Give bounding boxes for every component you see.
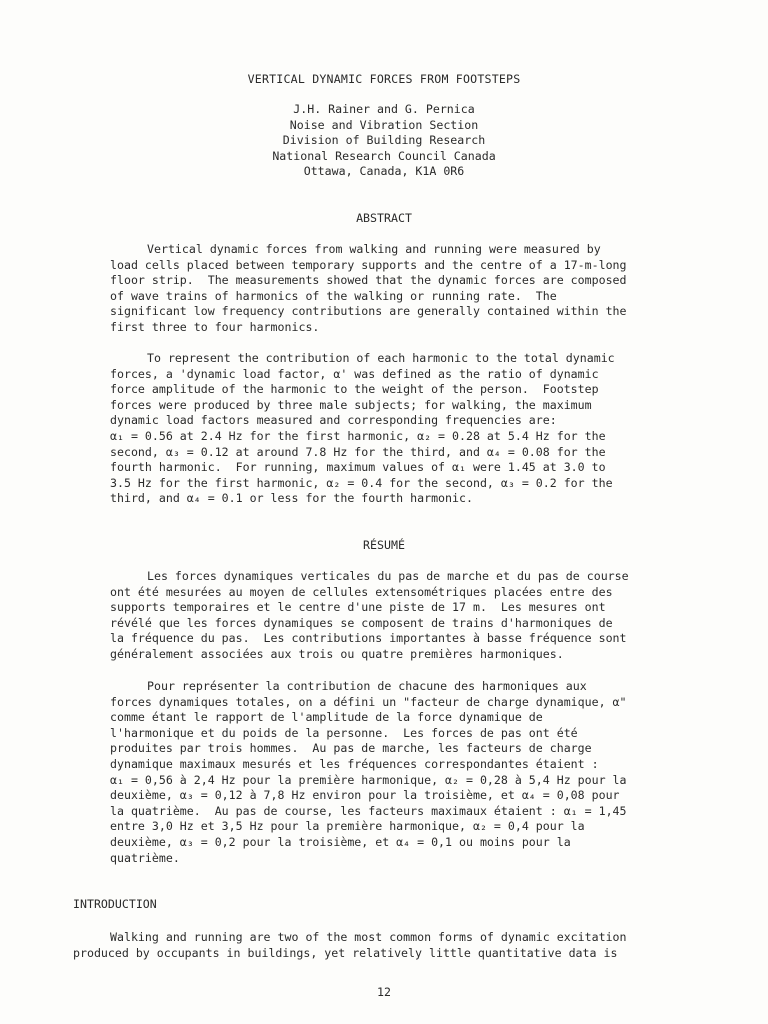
resume-heading: RÉSUMÉ — [363, 538, 405, 552]
text-line: produced by occupants in buildings, yet relatively little quantitative data is — [73, 945, 618, 960]
author-address: Ottawa, Canada, K1A 0R6 — [303, 164, 465, 179]
abstract-paragraph-1 — [110, 242, 666, 336]
text-line: la fréquence du pas. Les contributions importantes à basse fréquence sont — [110, 631, 627, 646]
text-line: entre 3,0 Hz et 3,5 Hz pour la première harmonique, α₂ = 0,4 pour la — [110, 819, 585, 834]
text-line: comme étant le rapport de l'amplitude de la force dynamique de — [110, 710, 543, 725]
text-line: Les forces dynamiques verticales du pas de marche et du pas de course — [147, 569, 629, 583]
text-line: significant low frequency contributions are generally contained within the — [110, 304, 627, 319]
text-line: deuxième, α₃ = 0,2 pour la troisième, et α₄ = 0,1 ou moins pour la — [110, 834, 571, 849]
text-line: dynamique maximaux mesurés et les fréquences correspondantes étaient : — [110, 756, 599, 771]
text-line: first three to four harmonics. — [110, 319, 320, 334]
text-line: α₁ = 0.56 at 2.4 Hz for the first harmonic, α₂ = 0.28 at 5.4 Hz for the — [110, 428, 606, 443]
text-line: révélé que les forces dynamiques se composent de trains d'harmoniques de — [110, 615, 613, 630]
text-line: load cells placed between temporary supports and the centre of a 17-m-long — [110, 257, 627, 272]
text-line: Pour représenter la contribution de chacune des harmoniques aux — [147, 679, 587, 693]
text-line: dynamic load factors measured and corresponding frequencies are: — [110, 413, 557, 428]
text-line: Walking and running are two of the most common forms of dynamic excitation — [110, 930, 627, 944]
text-line: ont été mesurées au moyen de cellules extensométriques placées entre des — [110, 584, 613, 599]
text-line: floor strip. The measurements showed that the dynamic forces are composed — [110, 273, 627, 288]
text-line: forces were produced by three male subjects; for walking, the maximum — [110, 397, 592, 412]
text-line: quatrième. — [110, 850, 180, 865]
introduction-heading: INTRODUCTION — [73, 897, 157, 911]
text-line: deuxième, α₃ = 0,12 à 7,8 Hz environ pour la troisième, et α₄ = 0,08 pour — [110, 788, 620, 803]
resume-paragraph-1 — [110, 569, 666, 663]
text-line: third, and α₄ = 0.1 or less for the fourth harmonic. — [110, 491, 473, 506]
author-names: J.H. Rainer and G. Pernica — [293, 102, 475, 116]
text-line: forces dynamiques totales, on a défini un "facteur de charge dynamique, α" — [110, 694, 627, 709]
abstract-paragraph-2 — [110, 351, 666, 507]
text-line: second, α₃ = 0.12 at around 7.8 Hz for the third, and α₄ = 0.08 for the — [110, 444, 606, 459]
introduction-paragraph — [73, 930, 653, 961]
text-line: la quatrième. Au pas de course, les facteurs maximaux étaient : α₁ = 1,45 — [110, 803, 627, 818]
text-line: l'harmonique et du poids de la personne. Les forces de pas ont été — [110, 725, 578, 740]
text-line: forces, a 'dynamic load factor, α' was defined as the ratio of dynamic — [110, 366, 599, 381]
text-line: force amplitude of the harmonic to the weight of the person. Footstep — [110, 382, 599, 397]
abstract-heading: ABSTRACT — [356, 211, 412, 225]
author-council: National Research Council Canada — [272, 148, 496, 163]
text-line: généralement associées aux trois ou quatre premières harmoniques. — [110, 646, 564, 661]
text-line: Vertical dynamic forces from walking and running were measured by — [147, 242, 601, 256]
text-line: α₁ = 0,56 à 2,4 Hz pour la première harmonique, α₂ = 0,28 à 5,4 Hz pour la — [110, 772, 627, 787]
paper-title: VERTICAL DYNAMIC FORCES FROM FOOTSTEPS — [247, 72, 521, 86]
text-line: To represent the contribution of each harmonic to the total dynamic — [147, 351, 615, 365]
text-line: of wave trains of harmonics of the walking or running rate. The — [110, 288, 557, 303]
text-line: supports temporaires et le centre d'une piste de 17 m. Les mesures ont — [110, 600, 606, 615]
text-line: 3.5 Hz for the first harmonic, α₂ = 0.4 for the second, α₃ = 0.2 for the — [110, 475, 613, 490]
author-division: Division of Building Research — [282, 133, 486, 148]
text-line: fourth harmonic. For running, maximum values of α₁ were 1.45 at 3.0 to — [110, 460, 606, 475]
text-line: produites par trois hommes. Au pas de marche, les facteurs de charge — [110, 741, 592, 756]
author-section: Noise and Vibration Section — [289, 117, 479, 132]
page-number: 12 — [377, 985, 391, 999]
author-block — [0, 102, 768, 180]
resume-paragraph-2 — [110, 679, 666, 866]
